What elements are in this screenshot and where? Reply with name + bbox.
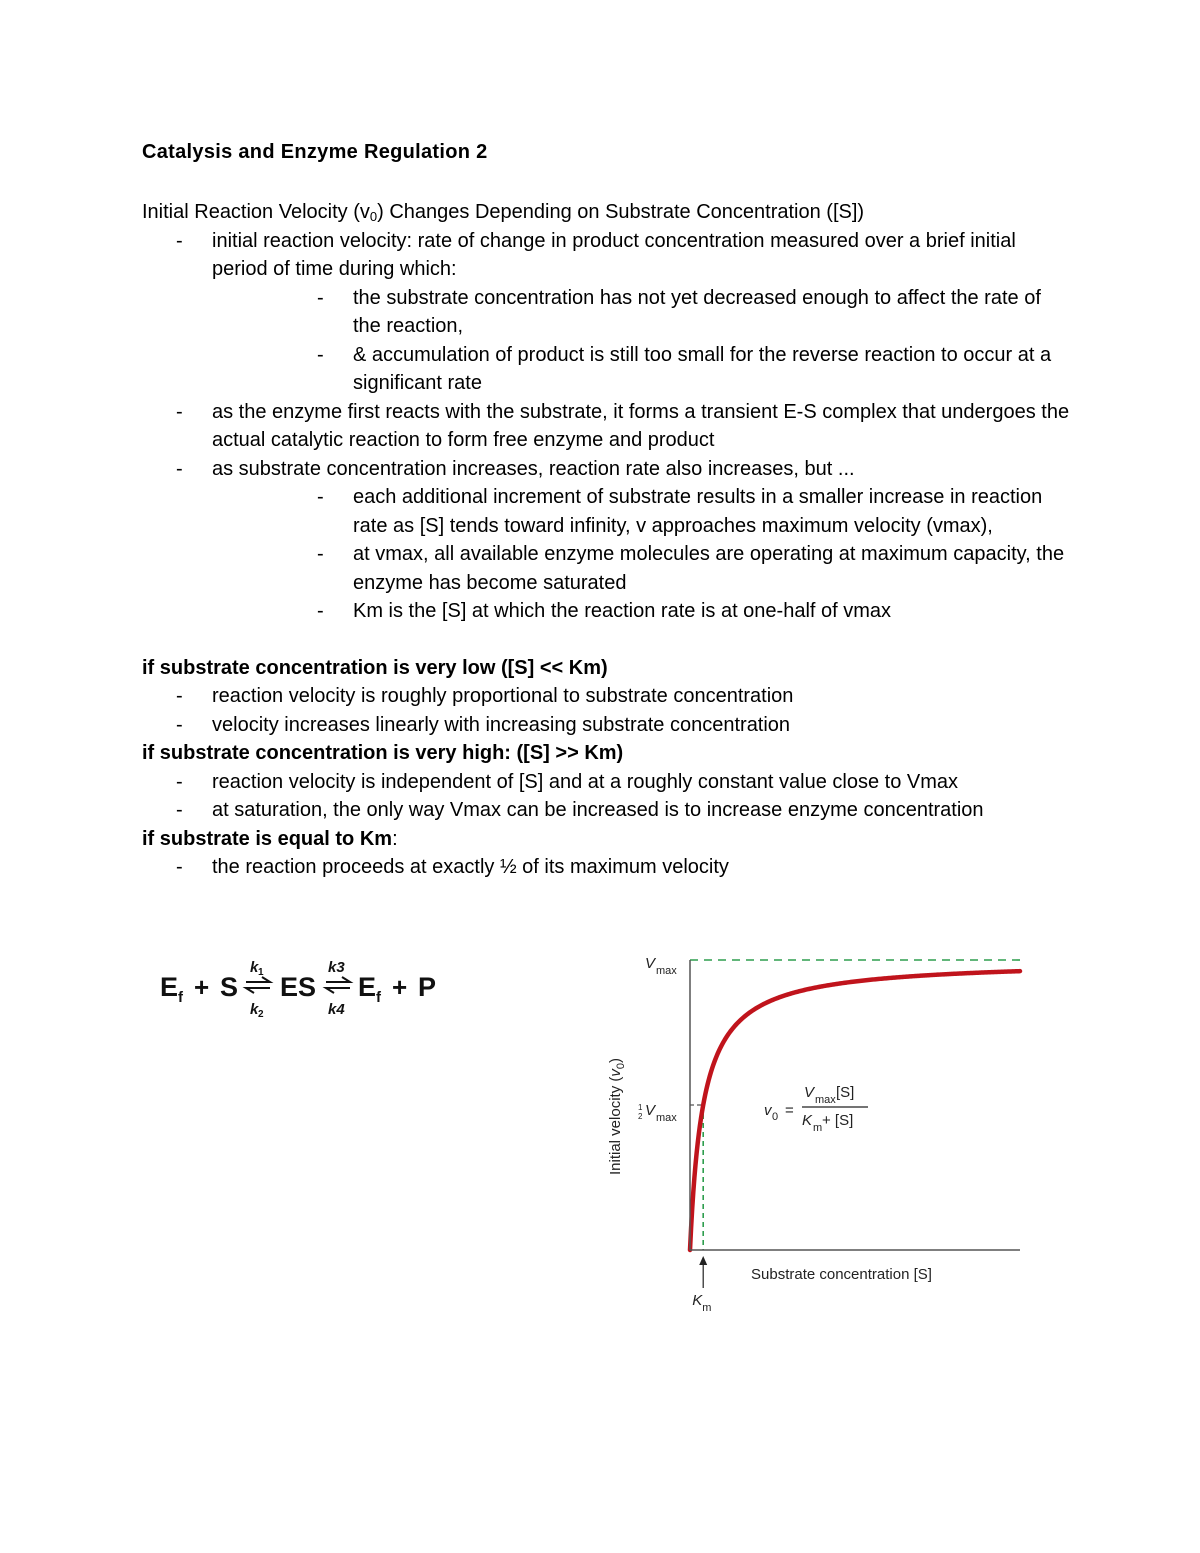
km-label: K [692, 1292, 703, 1309]
sub-list-item: - each additional increment of substrate results in a smaller increase in reaction rate as [S] tends toward infinity, v approaches maximum velocity (vmax), [212, 483, 1072, 540]
free-subscript: f [178, 989, 183, 1006]
complex-symbol: ES [280, 972, 317, 1002]
y-axis-title-sub: 0 [615, 1063, 627, 1070]
substrate-symbol: S [220, 972, 239, 1002]
heading-equal-km [142, 825, 1072, 854]
rate-constant-k1: k [250, 959, 259, 976]
free-subscript-product: f [376, 989, 381, 1006]
heading-text-pre: Initial Reaction Velocity (v [142, 201, 370, 223]
plus-sign-product: + [392, 972, 408, 1002]
heading-text-post: ) Changes Depending on Substrate Concentration ([S]) [377, 201, 865, 223]
heading-subscript: 0 [369, 209, 378, 224]
sub-list-item: - the substrate concentration has not yet decreased enough to affect the rate of the reaction, [212, 284, 1072, 341]
formula-v-sub: 0 [772, 1111, 779, 1123]
bullet-list [142, 853, 1072, 882]
formula-numerator-s: [S] [836, 1084, 855, 1101]
velocity-curve [690, 971, 1020, 1250]
formula-v: v [764, 1102, 772, 1119]
heading-bold-text: if substrate is equal to Km [142, 827, 393, 850]
rate-constant-k2-sub: 2 [258, 1009, 264, 1020]
product-symbol: P [418, 972, 437, 1002]
reaction-equation [158, 948, 458, 1028]
section-heading-initial-velocity [142, 198, 1072, 227]
half-numerator: 1 [638, 1103, 643, 1112]
y-axis-title-close: ) [607, 1058, 624, 1063]
list-item: - at saturation, the only way Vmax can be increased is to increase enzyme concentration [142, 796, 1072, 825]
km-label-sub: m [702, 1302, 712, 1314]
x-axis-title: Substrate concentration [S] [751, 1266, 932, 1283]
y-axis-title [607, 1058, 627, 1175]
rate-constant-k2: k [250, 1001, 259, 1018]
y-axis-title-text: Initial velocity ( [607, 1076, 624, 1175]
y-axis-title-v: v [607, 1069, 624, 1077]
formula-numerator-v: V [804, 1084, 815, 1101]
formula-equals: = [785, 1102, 794, 1119]
sub-bullet-list [212, 284, 1072, 398]
list-item [142, 455, 1072, 626]
sub-bullet-list [212, 483, 1072, 626]
michaelis-menten-chart [590, 935, 1050, 1320]
heading-colon: : [392, 827, 398, 850]
sub-list-item: - & accumulation of product is still too small for the reverse reaction to occur at a significant rate [212, 341, 1072, 398]
list-item [142, 227, 1072, 398]
vmax-label-sub: max [656, 965, 677, 977]
heading-high-concentration: if substrate concentration is very high: ([S] >> Km) [142, 742, 624, 764]
michaelis-menten-formula [764, 1084, 868, 1134]
bullet-text: as substrate concentration increases, reaction rate also increases, but ... [212, 457, 855, 480]
bullet-list [142, 768, 1072, 825]
notes-body [142, 198, 1072, 882]
enzyme-symbol-product: E [358, 972, 377, 1002]
rate-constant-k1-sub: 1 [258, 967, 264, 978]
list-item: - as the enzyme first reacts with the substrate, it forms a transient E-S complex that undergoes the actual catalytic reaction to form free enzyme and product [142, 398, 1072, 455]
formula-denominator-sub: m [813, 1122, 823, 1134]
half-vmax-label-sub: max [656, 1112, 677, 1124]
formula-denominator-rest: + [S] [822, 1112, 854, 1129]
vmax-label: V [645, 955, 656, 972]
bullet-text: initial reaction velocity: rate of change in product concentration measured over a brief initial period of time during which: [212, 229, 1016, 280]
list-item: - velocity increases linearly with increasing substrate concentration [142, 711, 1072, 740]
enzyme-symbol: E [160, 972, 179, 1002]
half-vmax-label: V [645, 1102, 656, 1119]
heading-low-concentration: if substrate concentration is very low ([S] << Km) [142, 656, 608, 679]
spacer [142, 626, 1072, 654]
reverse-arrow-2 [326, 988, 350, 993]
list-item: - the reaction proceeds at exactly ½ of its maximum velocity [142, 853, 1072, 882]
rate-constant-k4: k4 [328, 1001, 345, 1018]
reverse-arrow-1 [246, 988, 270, 993]
bullet-list [142, 227, 1072, 626]
km-marker [699, 1256, 707, 1288]
forward-arrow-2 [326, 977, 350, 982]
rate-constant-k3: k3 [328, 959, 345, 976]
half-denominator: 2 [638, 1112, 643, 1121]
sub-list-item: - Km is the [S] at which the reaction rate is at one-half of vmax [212, 597, 1072, 626]
list-item: - reaction velocity is independent of [S] and at a roughly constant value close to Vmax [142, 768, 1072, 797]
bullet-list [142, 682, 1072, 739]
page-title: Catalysis and Enzyme Regulation 2 [142, 141, 488, 163]
plus-sign: + [194, 972, 210, 1002]
list-item: - reaction velocity is roughly proportional to substrate concentration [142, 682, 1072, 711]
km-arrow-head [699, 1256, 707, 1265]
formula-numerator-sub: max [815, 1094, 836, 1106]
formula-denominator-k: K [802, 1112, 813, 1129]
sub-list-item: - at vmax, all available enzyme molecules are operating at maximum capacity, the enzyme has become saturated [212, 540, 1072, 597]
